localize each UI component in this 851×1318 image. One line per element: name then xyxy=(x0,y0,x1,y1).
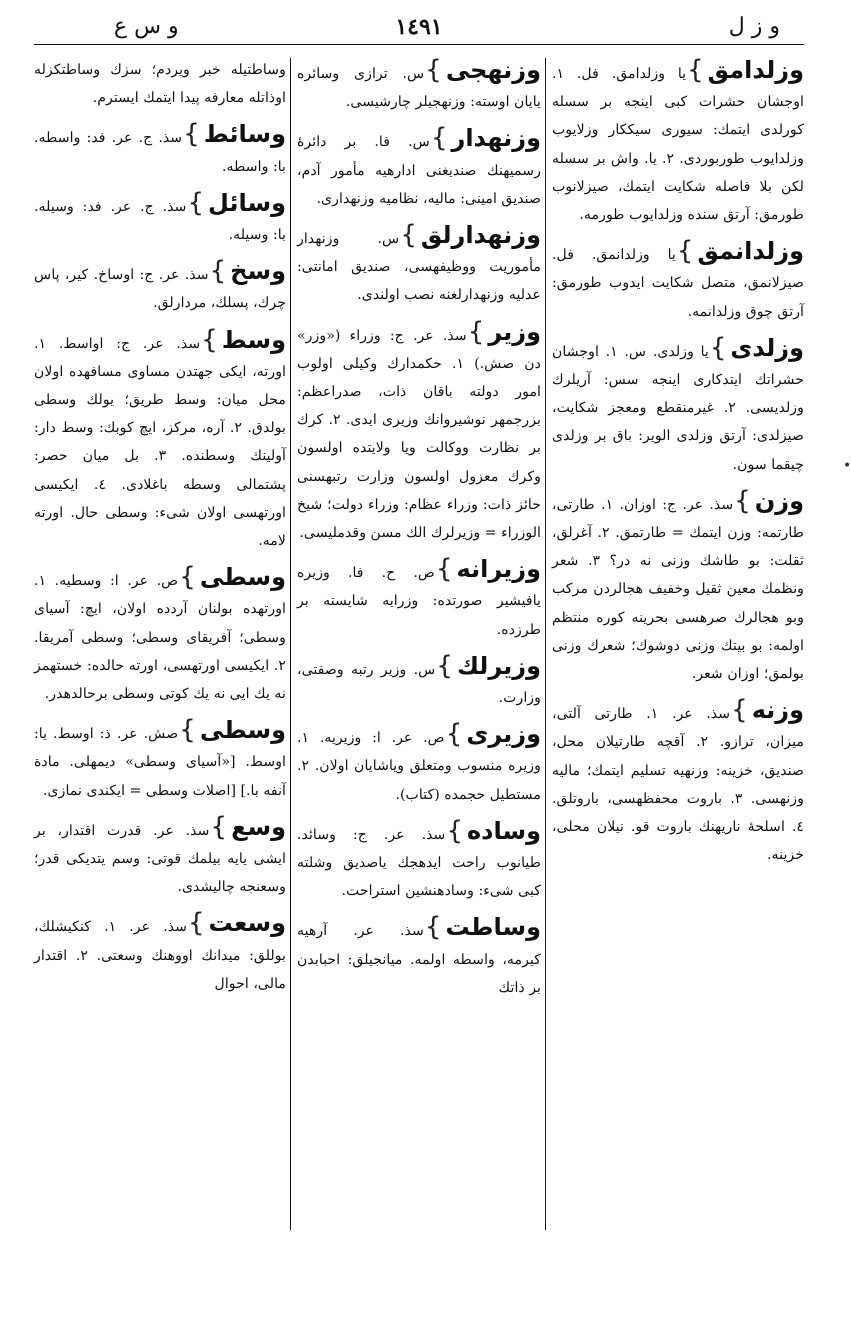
header-guide-word-left: و س ع xyxy=(114,14,179,39)
brace-mark: } xyxy=(467,316,485,347)
entry-headword: وساده xyxy=(466,816,541,845)
brace-mark: } xyxy=(179,562,196,593)
brace-mark: } xyxy=(734,485,751,516)
entry-definition: ص. عر. ا: وزيريه. ١. وزيره منسوب ومتعلق وياشايان اولان. ٢. مستطيل حجمده (كتاب). xyxy=(297,730,541,803)
dictionary-entry xyxy=(34,909,286,998)
brace-mark: } xyxy=(436,650,453,681)
entry-headword: وزنهجى xyxy=(445,56,541,84)
entry-headword: وسع xyxy=(231,812,286,841)
entry-definition: سذ. عر. ج: اوزان. ١. طارتى، طارتمه: وزن ايتمك = طارتمق. ٢. آغرلق، ثقلت: بو طاشك وزنى نه در؟ ٣. شعر ونظمك معين ثقيل وخفيف هجالردن مركب وبو هجالرك صرهسى بحرينه كوره منتظم اولمه: بو بيتك وزنى دوشوك؛ شعرك وزنى بولمق؛ اوزان شعر. xyxy=(552,496,804,683)
brace-mark: } xyxy=(687,55,704,85)
entry-definition: سذ. عر. ج: اوساخ. كير، پاس چرك، پسلك، مردارلق. xyxy=(34,267,286,312)
entry-headword: وزنهدارلق xyxy=(420,221,541,250)
dictionary-entry xyxy=(297,56,541,116)
entry-headword: وسط xyxy=(221,325,286,354)
entry-headword: وزلدى xyxy=(730,333,805,362)
entry-definition: يا وزلدى. س. ١. اوجشان حشراتك ايتدكارى اينجه سس: آريلرك وزلديسى. ٢. غيرمنقطع ومعجز شكايت، صيزلدى: آرتق وزلدى الوير: باق بر وزلدى چيقما سون. xyxy=(552,343,804,473)
entry-headword: وزير xyxy=(488,317,541,346)
entry-definition: وساطتيله خبر ويردم؛ سزك وساطتكزله اوذاتله معارفه پيدا ايتمك ايسترم. xyxy=(34,62,286,107)
dictionary-entry xyxy=(552,487,804,688)
dictionary-entry xyxy=(34,257,286,317)
dictionary-entry xyxy=(297,817,541,906)
column-divider xyxy=(545,58,546,1230)
brace-mark: } xyxy=(187,187,205,218)
entry-definition: س. وزير رتبه وصفتى، وزارت. xyxy=(297,661,541,707)
entry-definition: سذ. عر. ١. طارتى آلتى، ميزان، ترازو. ٢. آقچه طارتيلان محل، صنديق، خزينه: وزنهيه تسليم ايتمك؛ ماليه وزنهسى. ٣. باروت محفظهسى، باروتلق. ٤. اسلحهٔ ناريهنك باروت قو. نيلان محلى، خزينه. xyxy=(552,706,804,864)
entry-headword: وسعت xyxy=(208,909,287,938)
header-guide-word-right: و ز ل xyxy=(728,14,780,39)
dictionary-entry xyxy=(34,813,286,902)
dictionary-entry xyxy=(34,56,286,112)
entry-definition: سذ. عر. آرهيه كيرمه، واسطه اولمه. ميانجيلق: احبابدن بر ذاتك xyxy=(297,923,541,996)
header-rule xyxy=(34,44,804,45)
dictionary-entry xyxy=(297,720,541,809)
entry-definition: يا وزلدانمق. فل. صيزلانمق، متصل شكايت ايدوب طورمق: آرتق چوق وزلدانمه. xyxy=(552,247,804,320)
dictionary-entry xyxy=(552,56,804,229)
entry-headword: وزيرلك xyxy=(456,651,541,680)
column-1 xyxy=(552,56,804,1236)
dictionary-entry xyxy=(552,696,804,869)
brace-mark: } xyxy=(400,220,417,251)
entry-definition: سذ. عر. ١. كنكيشلك، بوللق: ميدانك اووهنك وسعتى. ٢. اقتدار مالى، احوال xyxy=(34,919,287,992)
brace-mark: } xyxy=(183,119,200,150)
entry-headword: وزنه xyxy=(751,696,804,725)
dictionary-entry xyxy=(297,913,541,1002)
brace-mark: } xyxy=(424,912,442,943)
entry-headword: وزنهدار xyxy=(451,124,541,153)
entry-definition: سذ. عر. ج: اواسط. ١. اورته، ايكى جهتدن مساوى مسافهده اولان محل ميان: وسط طريق؛ يولك وسطى بولدق. ٢. آره، مركز، ايچ كوبك: وسط دار: آولينك وسطنده. ٣. بل ميان حصر: پشتمالى وسطه باغلادى. ٤. ايكيسى اورتهسى اولان شىء: وسطى حال. اورته لامه. xyxy=(34,335,287,550)
entry-headword: وسطى xyxy=(199,716,286,745)
entry-headword: وزيرى xyxy=(466,720,541,749)
brace-mark: } xyxy=(709,332,727,363)
entry-headword: وسخ xyxy=(230,257,286,286)
entry-definition: سذ. ج. عر. فد: وسيله. با: وسيله. xyxy=(34,198,286,244)
column-3 xyxy=(34,56,286,1236)
entry-definition: ص. عر. ا: وسطيه. ١. اورتهده بولنان آردده اولان، ايچ: آسياى وسطى؛ آفريقاى وسطى؛ وسطى آمريقا. ٢. ايكيسى اورتهسى، اورته حالده: خستهمز نه يك ايى نه يك كوتى وسطى برحالدهدر. xyxy=(34,573,286,703)
dictionary-entry xyxy=(34,716,286,805)
brace-mark: } xyxy=(731,695,748,726)
dictionary-entry xyxy=(34,189,286,249)
entry-headword: وسائط xyxy=(203,120,286,149)
entry-headword: وزيرانه xyxy=(456,555,541,584)
entry-definition: سذ. ج. عر. فد: واسطه. با: واسطه. xyxy=(34,130,286,175)
dictionary-entry xyxy=(297,124,541,213)
margin-dot: • xyxy=(843,458,851,474)
entry-headword: وزلدامق xyxy=(707,56,804,84)
entry-headword: وساطت xyxy=(445,913,541,942)
brace-mark: } xyxy=(187,908,205,939)
dictionary-entry xyxy=(552,334,804,479)
dictionary-entry xyxy=(34,326,286,556)
page-number: ١٤٩١ xyxy=(395,14,443,40)
entry-headword: وزلدانمق xyxy=(697,237,804,266)
brace-mark: } xyxy=(425,55,442,85)
brace-mark: } xyxy=(446,815,463,846)
dictionary-entry xyxy=(297,318,541,548)
brace-mark: } xyxy=(210,811,228,842)
dictionary-entry xyxy=(552,237,804,326)
dictionary-entry xyxy=(297,555,541,644)
entry-definition: يا وزلدامق. فل. ١. اوجشان حشرات كبى اينجه بر سسله كورلدى ايتمك: سيورى سيككار وزلايوب وزلدايوب طوربوردى. ٢. يا. واش بر سسله لكن بلا فاصله شكايت ايتمك، صيزلانوب طورمق: آرتق سنده وزلدايوب طورمه. xyxy=(552,66,804,224)
dictionary-entry xyxy=(34,563,286,708)
brace-mark: } xyxy=(676,236,694,267)
entry-definition: سذ. عر. ج: وسائد. طيانوب راحت ايدهجك ياصديق وشلته كبى شىء: وسادهنشين استراحت. xyxy=(297,826,541,900)
dictionary-entry xyxy=(297,221,541,310)
entry-definition: س. وزنهدار مأموريت ووظيفهسى، صنديق امانتى: عدليه وزنهدارلغنه نصب اولندى. xyxy=(297,231,541,304)
running-head xyxy=(34,14,804,40)
brace-mark: } xyxy=(445,719,463,750)
brace-mark: } xyxy=(435,554,453,585)
brace-mark: } xyxy=(179,715,196,746)
column-divider xyxy=(290,58,291,1230)
entry-definition: ص. ح. فا. وزيره يافيشير صورتده: وزرايه شايسته بر طرزده. xyxy=(297,565,541,638)
entry-headword: وزن xyxy=(754,486,805,515)
brace-mark: } xyxy=(209,256,227,287)
entry-definition: سذ. عر. ج: وزراء («وزر» دن صش.) ١. حكمدارك وكيلى اولوب امور دولته باقان ذات، صدراعظم: بزرجمهر نوشيروانك وزيرى ايدى. ٢. كرك بر نظارت ووكالت ويا ولايتده اولسون وكرك معزول اولسون وزارت رتبهسنى حائز ذات: وزراء عظام: وزراء دولت؛ شيخ الوزراء = وزيرلرك الك مسن وقدمليسى. xyxy=(297,327,541,542)
entry-headword: وسائل xyxy=(208,188,286,217)
dictionary-entry xyxy=(34,120,286,180)
brace-mark: } xyxy=(201,324,218,355)
entry-definition: صش. عر. ذ: اوسط. يا: اوسط. [«آسياى وسطى» ديمهلى. مادة آنفه با.] [اصلات وسطى = ايكندى نمازى. xyxy=(34,726,286,799)
entry-definition: س. فا. بر دائرهٔ رسميهنك صنديغنى ادارهيه مأمور آدم، صنديق امينى: ماليه، نظاميه وزنهدارى. xyxy=(297,134,541,207)
column-2 xyxy=(297,56,541,1236)
brace-mark: } xyxy=(430,123,448,154)
dictionary-entry xyxy=(297,652,541,712)
entry-definition: س. ترازى وسائره يايان اوسته: وزنهجيلر چارشيسى. xyxy=(297,66,541,111)
entry-definition: سذ. عر. قدرت اقتدار، بر ايشى يايه بيلمك قوتى: وسم يتديكى قدر؛ وسعنجه چاليشدى. xyxy=(34,822,286,896)
entry-headword: وسطى xyxy=(199,563,286,592)
